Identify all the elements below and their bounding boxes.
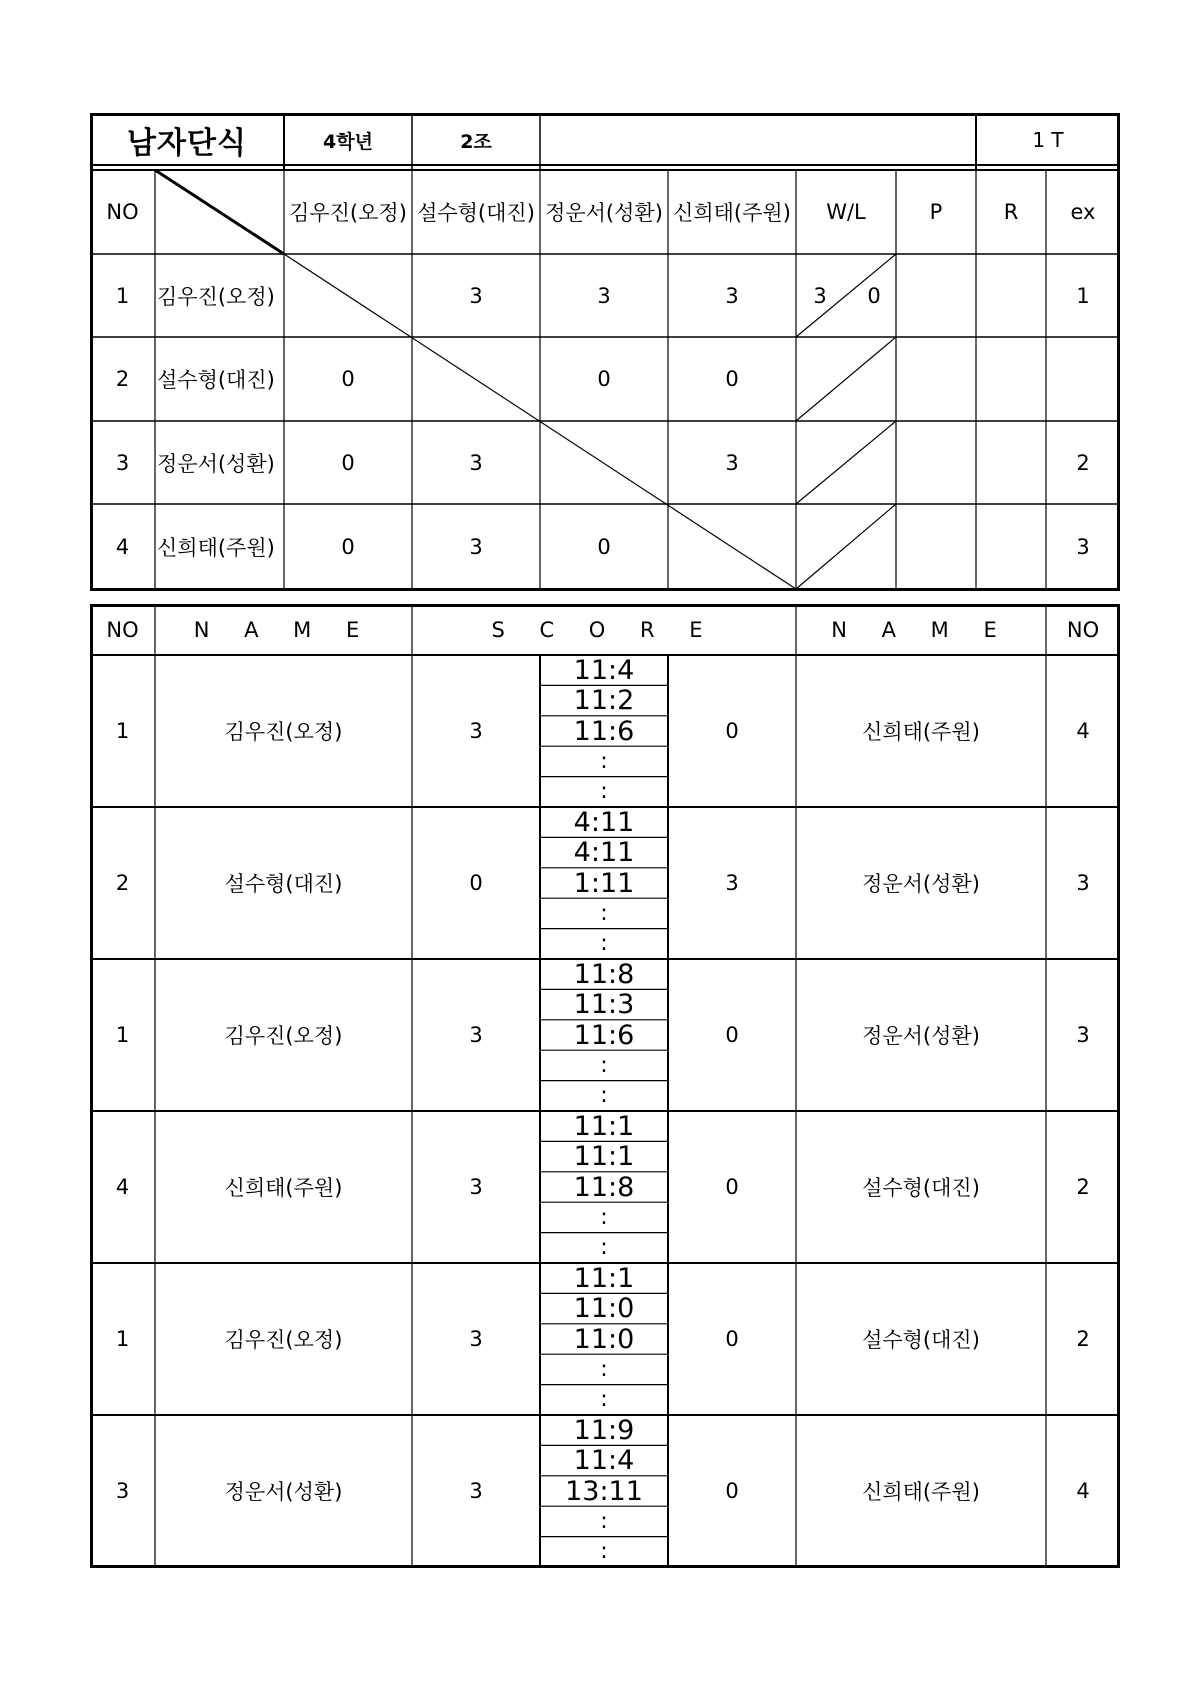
match-left-sets: 0 (469, 871, 483, 895)
score-cell (412, 337, 540, 421)
game-score: 1:11 (573, 867, 635, 899)
match-left-player: 김우진(오정) (224, 720, 343, 744)
game-score: : (600, 931, 608, 957)
league-table (90, 113, 1120, 591)
ex-cell: 1 (1076, 283, 1090, 308)
header-no-left: NO (106, 617, 139, 642)
grade-label: 4학년 (323, 130, 373, 153)
points-cell (896, 254, 976, 337)
row-no: 2 (115, 367, 130, 391)
rank-cell (976, 504, 1046, 589)
col-p: P (929, 200, 943, 224)
game-score: 11:4 (573, 654, 635, 686)
game-score: 4:11 (573, 837, 635, 869)
rank-cell (976, 421, 1046, 504)
match-right-no: 2 (1076, 1175, 1090, 1199)
points-cell (896, 504, 976, 589)
loss-count (854, 337, 894, 421)
match-right-no: 3 (1076, 1023, 1090, 1047)
game-score: : (600, 1204, 608, 1230)
row-no: 1 (115, 283, 130, 308)
header-name-left: N A M E (193, 617, 374, 642)
match-right-sets: 0 (725, 719, 739, 743)
rank-cell (976, 337, 1046, 421)
score-cell (284, 254, 412, 337)
table-number: 1 T (1032, 128, 1064, 152)
match-left-sets: 3 (469, 1175, 483, 1199)
row-player-name: 설수형(대진) (157, 368, 275, 392)
score-cell: 3 (725, 450, 739, 475)
match-right-no: 4 (1076, 1479, 1090, 1503)
match-left-sets: 3 (469, 1327, 483, 1351)
score-cell (668, 504, 796, 589)
game-score: 11:1 (573, 1262, 635, 1294)
header-no-right: NO (1066, 617, 1100, 642)
match-left-no: 3 (115, 1479, 130, 1503)
header-blank (540, 115, 976, 165)
match-right-player: 정운서(성환) (862, 1024, 980, 1048)
col-r: R (1003, 200, 1019, 224)
score-cell: 0 (341, 367, 355, 391)
group-label: 2조 (460, 130, 492, 153)
game-score: 11:2 (573, 685, 635, 717)
match-right-sets: 3 (725, 871, 739, 895)
loss-count: 0 (867, 283, 881, 308)
score-cell: 3 (469, 534, 483, 559)
score-cell (540, 421, 668, 504)
match-left-no: 1 (115, 1327, 130, 1351)
score-cell: 0 (597, 534, 611, 559)
match-left-no: 4 (115, 1175, 130, 1199)
match-left-sets: 3 (469, 1023, 483, 1047)
col-player-2: 설수형(대진) (417, 201, 535, 225)
score-cell: 0 (341, 534, 355, 559)
game-score: 11:3 (573, 989, 635, 1021)
match-right-no: 4 (1076, 719, 1090, 743)
match-left-no: 1 (115, 719, 130, 743)
event-title: 남자단식 (127, 126, 247, 161)
row-no: 3 (115, 450, 130, 475)
match-left-player: 정운서(성환) (224, 1480, 343, 1504)
game-score: 11:4 (573, 1445, 635, 1477)
game-score: 11:0 (573, 1323, 635, 1355)
game-score: : (600, 1052, 608, 1078)
game-score: : (600, 900, 608, 926)
game-score: 11:6 (573, 1019, 635, 1051)
match-right-sets: 0 (725, 1479, 739, 1503)
game-score: 11:8 (573, 1171, 635, 1203)
game-score: : (600, 748, 608, 774)
loss-count (854, 421, 894, 504)
score-cell: 3 (725, 283, 739, 308)
score-cell: 0 (341, 450, 355, 475)
match-right-player: 정운서(성환) (862, 872, 980, 896)
win-count: 3 (813, 283, 827, 308)
game-score: 11:1 (573, 1110, 635, 1142)
match-right-no: 2 (1076, 1327, 1090, 1351)
score-cell: 3 (469, 450, 483, 475)
score-cell: 3 (469, 283, 483, 308)
game-score: : (600, 1387, 608, 1413)
game-score: 11:8 (573, 958, 635, 990)
game-score: : (600, 1356, 608, 1382)
game-score: : (600, 1508, 608, 1534)
ex-cell: 3 (1076, 534, 1090, 559)
game-score: 13:11 (565, 1475, 643, 1507)
match-left-player: 신희태(주원) (224, 1176, 343, 1200)
game-score: : (600, 1235, 608, 1261)
match-right-player: 신희태(주원) (862, 1480, 980, 1504)
match-left-no: 1 (115, 1023, 130, 1047)
game-score: 11:1 (573, 1141, 635, 1173)
win-count (800, 421, 840, 504)
match-left-sets: 3 (469, 1479, 483, 1503)
win-count (800, 337, 840, 421)
loss-count (854, 504, 894, 589)
ex-cell: 2 (1076, 450, 1090, 475)
game-score: 11:9 (573, 1414, 635, 1446)
match-right-player: 설수형(대진) (862, 1176, 980, 1200)
match-right-player: 설수형(대진) (862, 1328, 980, 1352)
match-left-player: 설수형(대진) (224, 872, 343, 896)
col-player-4: 신희태(주원) (673, 201, 791, 225)
match-table (90, 604, 1120, 1568)
row-no: 4 (115, 534, 130, 559)
row-player-name: 정운서(성환) (157, 451, 275, 476)
match-left-sets: 3 (469, 719, 483, 743)
rank-cell (976, 254, 1046, 337)
score-cell: 0 (597, 367, 611, 391)
game-score: : (600, 1083, 608, 1109)
col-ex: ex (1070, 200, 1096, 224)
col-no: NO (106, 200, 139, 224)
header-name-right: N A M E (831, 617, 1011, 642)
match-left-player: 김우진(오정) (224, 1024, 343, 1048)
score-cell: 0 (725, 367, 739, 391)
col-player-1: 김우진(오정) (289, 201, 407, 225)
match-left-player: 김우진(오정) (224, 1328, 343, 1352)
match-right-player: 신희태(주원) (862, 720, 980, 744)
game-score: 11:0 (573, 1293, 635, 1325)
match-right-sets: 0 (725, 1175, 739, 1199)
win-count (800, 504, 840, 589)
header-score: S C O R E (491, 617, 717, 642)
match-left-no: 2 (115, 871, 130, 895)
match-right-sets: 0 (725, 1023, 739, 1047)
game-score: : (600, 779, 608, 805)
col-player-3: 정운서(성환) (545, 201, 663, 225)
row-player-name: 김우진(오정) (157, 284, 275, 309)
col-wl: W/L (826, 200, 866, 224)
points-cell (896, 337, 976, 421)
match-right-sets: 0 (725, 1327, 739, 1351)
game-score: 11:6 (573, 715, 635, 747)
points-cell (896, 421, 976, 504)
ex-cell (1046, 337, 1120, 421)
score-cell: 3 (597, 283, 611, 308)
game-score: : (600, 1539, 608, 1565)
game-score: 4:11 (573, 806, 635, 838)
match-right-no: 3 (1076, 871, 1090, 895)
row-player-name: 신희태(주원) (157, 535, 275, 560)
